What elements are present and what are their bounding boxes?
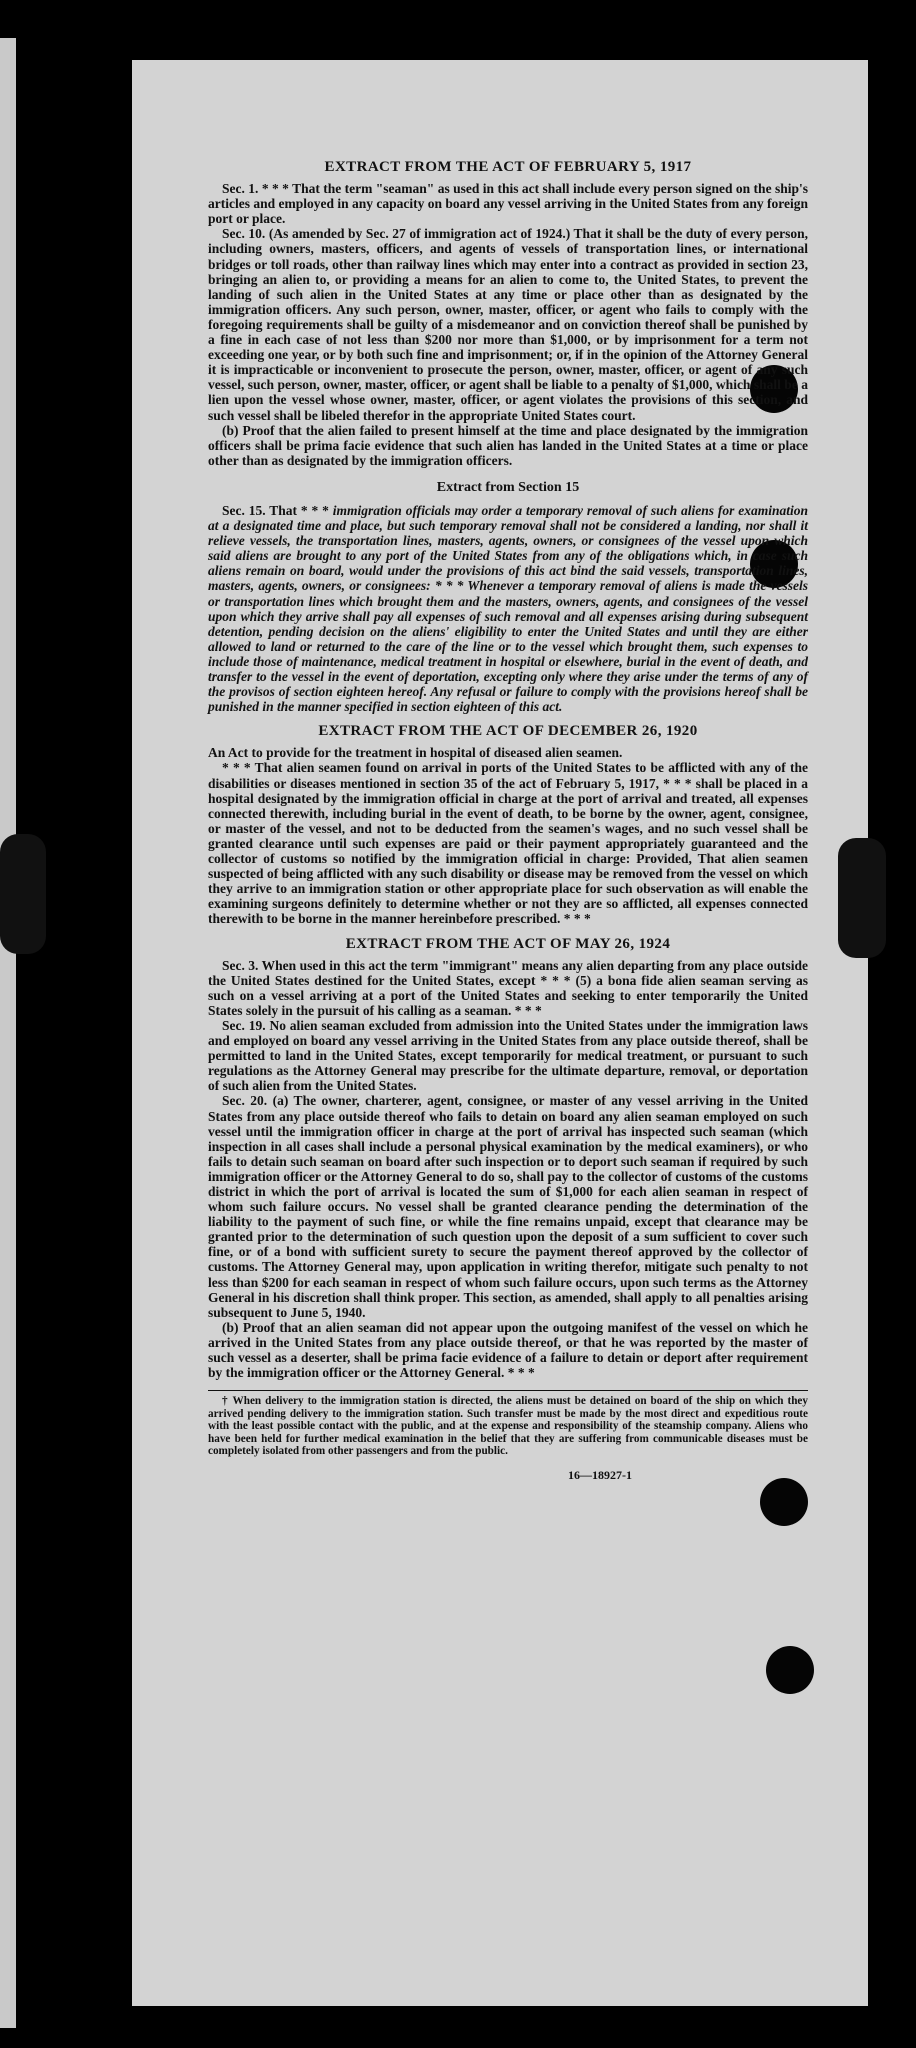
- adjacent-page-strip: [0, 38, 16, 2028]
- paragraph-sec-10: Sec. 10. (As amended by Sec. 27 of immigration act of 1924.) That it shall be the duty of every person, including owners, masters, officers, and agents of vessels of transportation lines, or international bridges or toll roads, other than railway lines which may enter into a contract as provided in section 23, bringing an alien to, or providing a means for an alien to come to, the United States, to prevent the landing of such alien in the United States at any time or place other than as designated by the immigration officers. Any such person, owner, master, officer, or agent who fails to comply with the foregoing requirements shall be guilty of a misdemeanor and on conviction thereof shall be punished by a fine in each case of not less than $200 nor more than $1,000, or by imprisonment for a term not exceeding one year, or by both such fine and imprisonment; or, if in the opinion of the Attorney General it is impracticable or inconvenient to prosecute the person, owner, master, officer, or agent of any such vessel, such person, owner, master, officer, or agent shall be liable to a penalty of $1,000, which shall be a lien upon the vessel whose owner, master, officer, or agent violates the provisions of this section, and such vessel shall be libeled therefor in the appropriate United States court.: [208, 226, 808, 423]
- punch-hole-3: [760, 1478, 808, 1526]
- heading-act-1917: EXTRACT FROM THE ACT OF FEBRUARY 5, 1917: [324, 159, 692, 175]
- sec-15-italic: immigration officials may order a temporary removal of such aliens for examination at a designated time and place, but such temporary removal shall not be considered a landing, nor shall it relieve vessels, the transportation lines, masters, agents, owners, or consignees of the vessel upon which said aliens are brought to any port of the United States from any of the obligations which, in case such aliens remain on board, would under the provisions of this act bind the said vessels, transportation lines, masters, agents, owners, or consignees: * * * Whenever a temporary removal of aliens is made the vessels or transportation lines which brought them and the masters, owners, agents, and consignees of the vessel upon which they arrive shall pay all expenses of such removal and all expenses arising during subsequent detention, pending decision on the aliens' eligibility to enter the United States and until they are either allowed to land or returned to the care of the line or to the vessel which brought them, such expenses to include those of maintenance, medical treatment in hospital or elsewhere, burial in the event of death, and transfer to the vessel in the event of deportation, excepting only where they arise under the terms of any of the provisos of section eighteen hereof. Any refusal or failure to comply with the provisions hereof shall be punished in the manner specified in section eighteen of this act.: [208, 502, 808, 715]
- paragraph-sec-20-a: Sec. 20. (a) The owner, charterer, agent, consignee, or master of any vessel arriving in the United States from any place outside thereof who fails to detain on board any alien seaman employed on such vessel until the immigration officer in charge at the port of arrival has inspected such seaman (which inspection in all cases shall include a personal physical examination by the medical examiners), or who fails to detain such seaman on board after such inspection or to deport such seaman if required by such immigration officer or the Attorney General to do so, shall pay to the collector of customs of the customs district in which the port of arrival is located the sum of $1,000 for each alien seaman in respect of whom such failure occurs. No vessel shall be granted clearance pending the determination of the liability to the payment of such fine, or while the fine remains unpaid, except that clearance may be granted prior to the determination of such question upon the deposit of a sum sufficient to cover such fine, or of a bond with sufficient surety to secure the payment thereof approved by the collector of customs. The Attorney General may, upon application in writing therefor, mitigate such penalty to not less than $200 for each seaman in respect of whom such failure occurs, upon such terms as the Attorney General in his discretion shall think proper. This section, as amended, shall apply to all penalties arising subsequent to June 5, 1940.: [208, 1093, 808, 1320]
- paragraph-sec-19: Sec. 19. No alien seaman excluded from admission into the United States under the immigration laws and employed on board any vessel arriving in the United States from any place outside thereof, shall be permitted to land in the United States, except temporarily for medical treatment, or pursuant to such regulations as the Attorney General may prescribe for the ultimate departure, removal, or deportation of such alien from the United States.: [208, 1017, 808, 1094]
- paragraph-act-1920-body: * * * That alien seamen found on arrival in ports of the United States to be afflicted with any of the disabilities or diseases mentioned in section 35 of the act of February 5, 1917, * * * shall be placed in a hospital designated by the immigration official in charge at the port of arrival and treated, all expenses connected therewith, including burial in the event of death, to be borne by the owner, agent, consignee, or master of the vessel, and not to be deducted from the seamen's wages, and no such vessel shall be granted clearance until such expenses are paid or their payment appropriately guaranteed and the collector of customs so notified by the immigration official in charge: Provided, That alien seamen suspected of being afflicted with any such disability or disease may be removed from the vessel on which they arrive to an immigration station or other appropriate place for such observation as will enable the examining surgeons definitely to determine whether or not they are so afflicted, all expenses connected therewith to be borne in the manner hereinbefore prescribed. * * *: [208, 760, 808, 927]
- sec-15-lead: Sec. 15. That * * *: [222, 502, 333, 518]
- document-text: [208, 150, 808, 1483]
- paragraph-sec-10-b: (b) Proof that the alien failed to present himself at the time and place designated by the immigration officers shall be prima facie evidence that such alien has landed in the United States at a time or place other than as designated by the immigration officers.: [208, 422, 808, 468]
- heading-section-15: Extract from Section 15: [436, 479, 580, 495]
- heading-act-1920: EXTRACT FROM THE ACT OF DECEMBER 26, 1920: [318, 723, 698, 740]
- binder-clip-left: [0, 834, 46, 954]
- footnote: † When delivery to the immigration station is directed, the aliens must be detained on board of the ship on which they arrived pending delivery to the immigration station. Such transfer must be made by the most direct and expeditious route with the least possible contact with the public, and at the expense and responsibility of the steamship company. Aliens who have been held for further medical examination in the belief that they are suffering from communicable diseases must be completely isolated from other passengers and from the public.: [208, 1395, 808, 1458]
- binder-clip-right: [838, 838, 886, 958]
- punch-hole-4: [766, 1646, 814, 1694]
- paragraph-act-title-1920: An Act to provide for the treatment in hospital of diseased alien seamen.: [208, 745, 623, 761]
- heading-act-1924: EXTRACT FROM THE ACT OF MAY 26, 1924: [345, 935, 671, 952]
- paragraph-sec-20-b: (b) Proof that an alien seaman did not appear upon the outgoing manifest of the vessel on which he arrived in the United States from any place outside thereof, or that he was reported by the master of such vessel as a deserter, shall be prima facie evidence of a failure to detain or deport after requirement by the immigration officer or the Attorney General. * * *: [208, 1319, 808, 1381]
- paragraph-sec-3: Sec. 3. When used in this act the term "immigrant" means any alien departing from any place outside the United States destined for the United States, except * * * (5) a bona fide alien seaman serving as such on a vessel arriving at a port of the United States and seeking to enter temporarily the United States solely in the pursuit of his calling as a seaman. * * *: [208, 957, 808, 1018]
- paragraph-sec-1: Sec. 1. * * * That the term "seaman" as used in this act shall include every person signed on the ship's articles and employed in any capacity on board any vessel arriving in the United States from any foreign port or place.: [208, 181, 808, 227]
- document-number: 16—18927-1: [568, 1467, 632, 1482]
- footnote-divider: [208, 1390, 808, 1391]
- paragraph-sec-15: [208, 503, 808, 714]
